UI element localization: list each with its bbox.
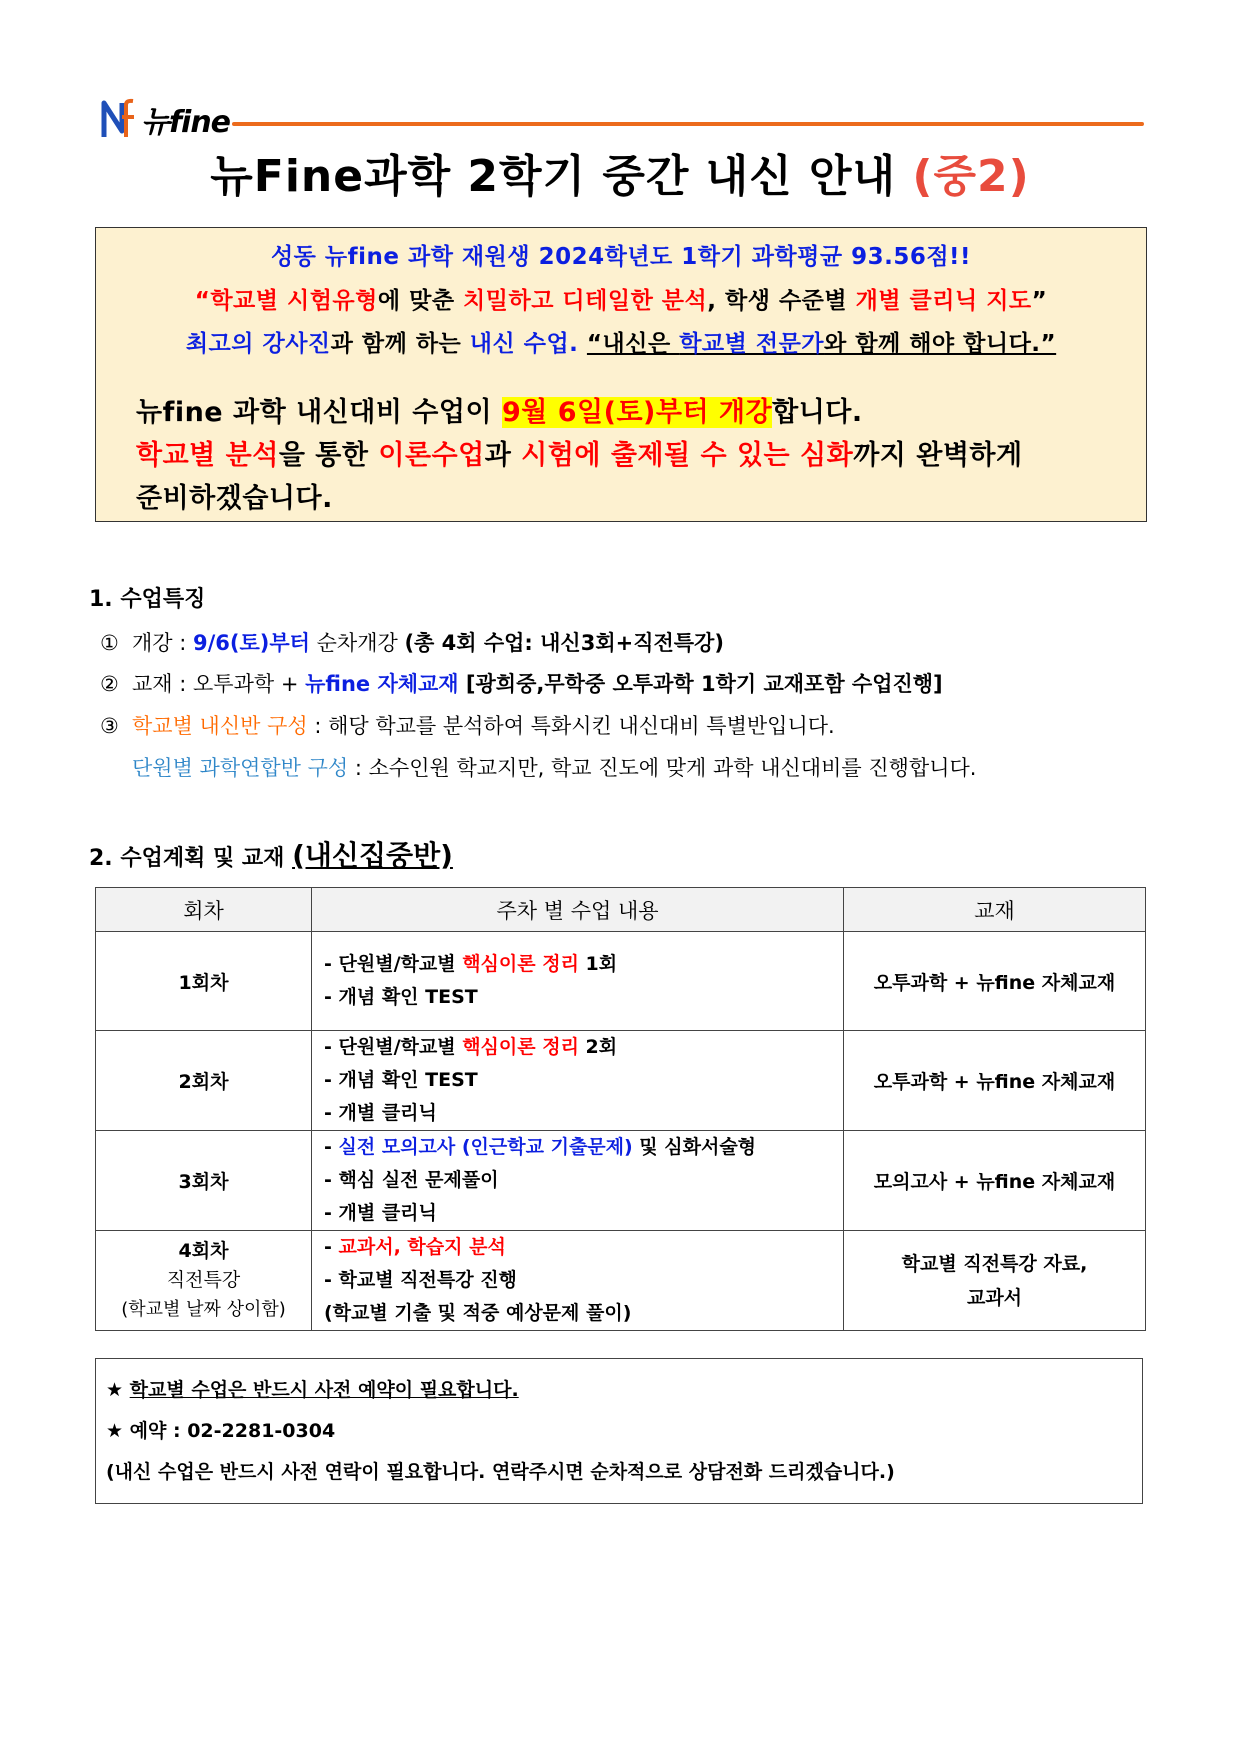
content-line: - 핵심 실전 문제풀이 (324, 1169, 499, 1191)
class-plan-table (95, 887, 1146, 1331)
item-number: ① (100, 631, 119, 655)
section2-heading (89, 834, 453, 874)
intro-text (578, 331, 587, 357)
intro-start-date: 9월 6일(토)부터 개강 (501, 397, 773, 428)
table-row (96, 1131, 1146, 1231)
intro-text: , 학생 수준별 (707, 288, 856, 314)
feature-materials (100, 668, 943, 698)
intro-box (95, 227, 1147, 522)
content-line: - 개별 클리닉 (324, 1102, 437, 1124)
content-highlight: 실전 모의고사 (인근학교 기출문제) (338, 1136, 633, 1158)
content-text: - (324, 1136, 339, 1158)
notice-phone (106, 1416, 335, 1443)
table-row (96, 1231, 1146, 1331)
item-number: ② (100, 672, 119, 696)
col-header-material: 교재 (844, 888, 1146, 932)
table-row (96, 1031, 1146, 1131)
content-highlight: 핵심이론 정리 (462, 953, 579, 975)
intro-text: 합니다. (772, 397, 863, 428)
content-text: 및 심화서술형 (632, 1136, 757, 1158)
intro-quote: “내신은 (586, 331, 680, 357)
feature-label: 교재 : 오투과학 + (132, 672, 306, 696)
intro-score-line: 성동 뉴fine 과학 재원생 2024학년도 1학기 과학평균 93.56점!! (270, 244, 972, 270)
content-line: - 개념 확인 TEST (324, 986, 478, 1008)
col-header-content: 주차 별 수업 내용 (312, 888, 844, 932)
intro-text: 과 함께 하는 (330, 331, 470, 357)
content-highlight: 핵심이론 정리 (462, 1036, 579, 1058)
feature-material-note: [광희중,무학중 오투과학 1학기 교재포함 수업진행] (458, 672, 943, 696)
intro-detail-analysis: 치밀하고 디테일한 분석 (463, 288, 708, 314)
round-cell (96, 1231, 312, 1331)
feature-text: 순차개강 (309, 631, 405, 655)
title-main: 뉴Fine과학 2학기 중간 내신 안내 (210, 151, 897, 202)
round-cell: 1회차 (96, 932, 312, 1031)
intro-content-line (136, 433, 1023, 472)
feature-sessions: (총 4회 수업: 내신3회+직전특강) (404, 631, 724, 655)
star-icon: ★ (106, 1379, 124, 1401)
round-label: 4회차 (178, 1240, 229, 1262)
material-line: 학교별 직전특강 자료, (901, 1252, 1088, 1275)
feature-opening (100, 627, 724, 657)
header-rule (232, 122, 1144, 126)
material-cell: 오투과학 + 뉴fine 자체교재 (844, 1031, 1146, 1131)
content-text: - 단원별/학교별 (324, 1036, 463, 1058)
round-note: (학교별 날짜 상이함) (121, 1299, 286, 1320)
section1-heading: 1. 수업특징 (89, 587, 206, 612)
feature-brand-material: 뉴fine 자체교재 (305, 672, 459, 696)
intro-teachers-line (96, 325, 1146, 358)
intro-class: 내신 수업. (469, 331, 579, 357)
intro-text: 까지 완벽하게 (853, 440, 1023, 471)
round-cell: 2회차 (96, 1031, 312, 1131)
content-highlight: 교과서, 학습지 분석 (338, 1236, 506, 1258)
intro-text: 뉴fine 과학 내신대비 수업이 (136, 397, 502, 428)
intro-teachers: 최고의 강사진 (185, 331, 331, 357)
notice-reservation-required (106, 1375, 519, 1402)
intro-closing-line: 준비하겠습니다. (136, 483, 333, 514)
feature-school-class (100, 710, 835, 740)
feature-label: 개강 : (132, 631, 193, 655)
section2-title-big: (내신집중반) (292, 839, 453, 872)
intro-school-analysis: 학교별 분석 (136, 440, 279, 471)
material-cell: 오투과학 + 뉴fine 자체교재 (844, 932, 1146, 1031)
intro-analysis-line (96, 282, 1146, 315)
content-line: - 학교별 직전특강 진행 (324, 1269, 517, 1291)
content-cell (312, 932, 844, 1031)
intro-start-line (136, 390, 863, 429)
content-cell (312, 1231, 844, 1331)
round-cell: 3회차 (96, 1131, 312, 1231)
phone-number: 예약 : 02-2281-0304 (129, 1420, 336, 1442)
intro-expert: 학교별 전문가 (679, 331, 825, 357)
intro-exam-type: 학교별 시험유형 (210, 288, 378, 314)
intro-clinic: 개별 클리닉 지도 (855, 288, 1032, 314)
page-title (0, 140, 1240, 204)
intro-text: 과 (484, 440, 522, 471)
nf-logo-icon (100, 97, 140, 141)
content-line: (학교별 기출 및 적중 예상문제 풀이) (324, 1302, 632, 1324)
col-header-round: 회차 (96, 888, 312, 932)
logo-text: 뉴fine (141, 105, 231, 140)
intro-text: 에 맞춘 (377, 288, 464, 314)
feature-unit-class (132, 752, 976, 782)
content-line: - 개념 확인 TEST (324, 1069, 478, 1091)
content-cell (312, 1131, 844, 1231)
material-line: 교과서 (966, 1286, 1023, 1309)
notice-text: 학교별 수업은 반드시 사전 예약이 필요합니다. (129, 1379, 519, 1401)
content-cell (312, 1031, 844, 1131)
intro-quote-end: 와 함께 해야 합니다.” (824, 331, 1057, 357)
material-cell: 모의고사 + 뉴fine 자체교재 (844, 1131, 1146, 1231)
table-row (96, 932, 1146, 1031)
item-number: ③ (100, 714, 119, 738)
round-sub-label: 직전특강 (166, 1269, 241, 1291)
intro-advanced: 시험에 출제될 수 있는 심화 (521, 440, 854, 471)
material-cell (844, 1231, 1146, 1331)
intro-text: 을 통한 (278, 440, 379, 471)
section2-title: 2. 수업계획 및 교재 (89, 846, 293, 871)
star-icon: ★ (106, 1420, 124, 1442)
feature-unit-class-label: 단원별 과학연합반 구성 (132, 756, 349, 780)
intro-theory: 이론수업 (378, 440, 485, 471)
brand-logo (100, 97, 230, 141)
title-grade: (중2) (912, 151, 1030, 202)
content-text: - 단원별/학교별 (324, 953, 463, 975)
notice-box (95, 1358, 1143, 1504)
content-text: 2회 (578, 1036, 618, 1058)
notice-contact-note: (내신 수업은 반드시 사전 연락이 필요합니다. 연락주시면 순차적으로 상담전화 드리겠습니다.) (106, 1461, 895, 1483)
feature-text: : 해당 학교를 분석하여 특화시킨 내신대비 특별반입니다. (307, 714, 835, 738)
content-text: 1회 (578, 953, 618, 975)
table-header-row (96, 888, 1146, 932)
quote-close: ” (1031, 288, 1048, 314)
quote-open: “ (194, 288, 211, 314)
content-text: - (324, 1236, 339, 1258)
feature-text: : 소수인원 학교지만, 학교 진도에 맞게 과학 내신대비를 진행합니다. (348, 756, 977, 780)
content-line: - 개별 클리닉 (324, 1202, 437, 1224)
feature-school-class-label: 학교별 내신반 구성 (132, 714, 308, 738)
feature-start-date: 9/6(토)부터 (193, 631, 310, 655)
